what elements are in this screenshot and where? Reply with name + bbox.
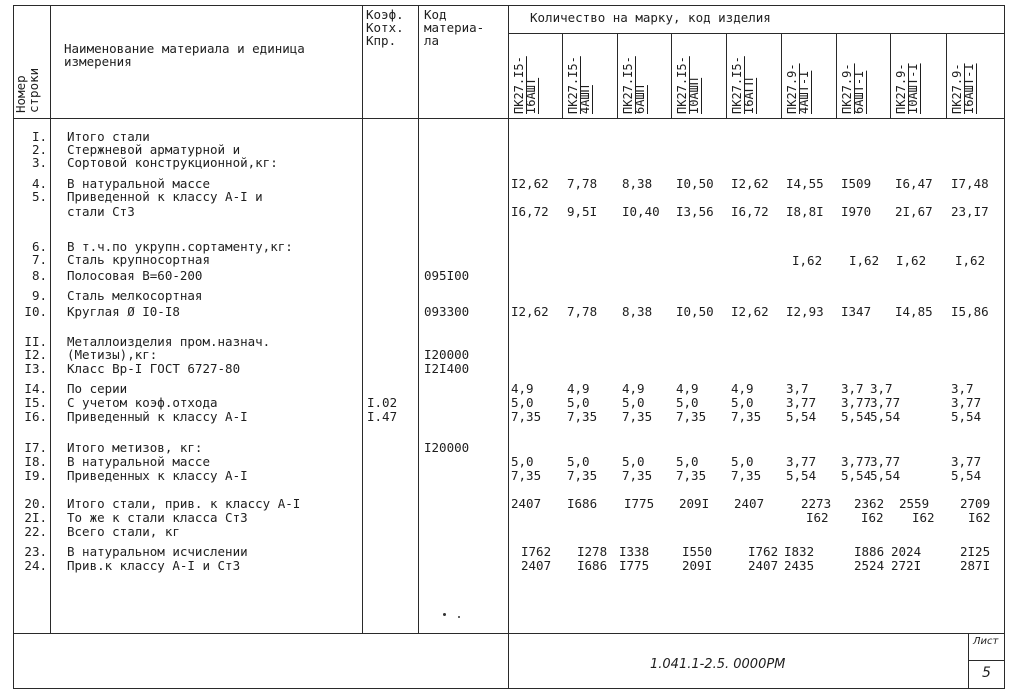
col-line-coef <box>418 5 419 633</box>
row-text: С учетом коэф.отхода <box>67 395 218 410</box>
row-text: Сталь мелкосортная <box>67 288 203 303</box>
row-text: Круглая Ø I0-I8 <box>67 304 180 319</box>
value-cell: 3,7 <box>841 381 864 396</box>
value-cell: 209I <box>679 496 710 511</box>
value-cell: 3,77 <box>870 454 901 469</box>
coef-value: I.47 <box>367 409 398 424</box>
value-cell: 3,77 <box>786 395 817 410</box>
value-cell: 2407 <box>734 496 765 511</box>
value-cell: I,62 <box>849 253 880 268</box>
value-cell: I7,48 <box>951 176 989 191</box>
value-cell: I4,55 <box>786 176 824 191</box>
value-cell: 7,35 <box>676 468 707 483</box>
value-cell: I62 <box>806 510 829 525</box>
material-code: 093300 <box>424 304 470 319</box>
product-header-9: ПК27.9-I6АШТ-I <box>950 63 976 114</box>
value-cell: 2362 <box>854 496 885 511</box>
row-text: (Метизы),кг: <box>67 347 158 362</box>
value-cell: 7,35 <box>676 409 707 424</box>
row-number: 24. <box>24 558 47 573</box>
value-cell: 2I25 <box>960 544 991 559</box>
value-cell: 5,0 <box>622 395 645 410</box>
value-cell: 5,54 <box>870 409 901 424</box>
value-cell: I3,56 <box>676 204 714 219</box>
row-text: Класс Вр-I ГОСТ 6727-80 <box>67 361 241 376</box>
qty-header-line <box>508 33 1005 34</box>
row-number: 2I. <box>24 510 47 525</box>
material-code: 095I00 <box>424 268 470 283</box>
frame-bottom <box>13 688 1005 689</box>
value-cell: 3,77 <box>951 454 982 469</box>
header-code: Код материа-ла <box>424 7 485 48</box>
row-number: I6. <box>24 409 47 424</box>
value-cell: I62 <box>968 510 991 525</box>
value-cell: I0,50 <box>676 176 714 191</box>
row-number: 8. <box>31 268 47 283</box>
value-cell: 5,54 <box>951 468 982 483</box>
col-line-code <box>508 5 509 688</box>
value-cell: 2273 <box>801 496 832 511</box>
value-cell: 7,35 <box>511 409 542 424</box>
value-cell: 9,5I <box>567 204 598 219</box>
scan-dot <box>443 613 446 616</box>
product-header-1: ПК27.I5-I6АШТ <box>512 56 538 114</box>
row-text: Сортовой конструкционной,кг: <box>67 155 278 170</box>
header-row-number: Номер строки <box>13 67 41 113</box>
row-text: То же к стали класса Ст3 <box>67 510 248 525</box>
value-cell: 8,38 <box>622 304 653 319</box>
sheet-number: 5 <box>982 665 991 681</box>
value-cell: 3,77 <box>951 395 982 410</box>
value-cell: 5,0 <box>676 454 699 469</box>
value-cell: 287I <box>960 558 991 573</box>
value-cell: 4,9 <box>567 381 590 396</box>
value-cell: 7,35 <box>511 468 542 483</box>
row-number: I0. <box>24 304 47 319</box>
row-number: I4. <box>24 381 47 396</box>
row-text: Итого стали, прив. к классу А-I <box>67 496 301 511</box>
col-line-num <box>50 5 51 633</box>
row-number: I3. <box>24 361 47 376</box>
product-header-5: ПК27.I5-I6АГП <box>730 56 756 114</box>
value-cell: 7,78 <box>567 304 598 319</box>
value-cell: 5,0 <box>567 454 590 469</box>
col-line-name <box>362 5 363 633</box>
table-bottom-line <box>13 633 1005 634</box>
value-cell: I2,93 <box>786 304 824 319</box>
value-cell: I278 <box>577 544 608 559</box>
document-code: 1.041.1-2.5. 0000РМ <box>650 657 786 672</box>
value-cell: I775 <box>619 558 650 573</box>
coef-value: I.02 <box>367 395 398 410</box>
value-cell: 4,9 <box>676 381 699 396</box>
row-number: 5. <box>31 189 47 204</box>
value-cell: I,62 <box>955 253 986 268</box>
col-line-p6 <box>836 33 837 119</box>
row-text: В натуральной массе <box>67 454 210 469</box>
value-cell: 3,7 <box>870 381 893 396</box>
value-cell: I832 <box>784 544 815 559</box>
header-bottom-line <box>13 118 1005 119</box>
frame-top <box>13 5 1005 6</box>
value-cell: 2524 <box>854 558 885 573</box>
value-cell: 2559 <box>899 496 930 511</box>
row-text: Стержневой арматурной и <box>67 142 241 157</box>
value-cell: I5,86 <box>951 304 989 319</box>
col-line-p5 <box>781 33 782 119</box>
value-cell: 5,0 <box>731 454 754 469</box>
value-cell: 23,I7 <box>951 204 989 219</box>
value-cell: I970 <box>841 204 872 219</box>
value-cell: I686 <box>567 496 598 511</box>
value-cell: 5,54 <box>841 468 872 483</box>
value-cell: 7,35 <box>567 409 598 424</box>
row-number: 7. <box>31 252 47 267</box>
value-cell: 5,54 <box>786 468 817 483</box>
col-line-p4 <box>726 33 727 119</box>
row-text: Полосовая В=60-200 <box>67 268 203 283</box>
value-cell: 3,7 <box>786 381 809 396</box>
product-header-7: ПК27.9-6АШТ-I <box>840 63 866 114</box>
header-name: Наименование материала и единица измерения <box>64 41 305 69</box>
value-cell: I0,40 <box>622 204 660 219</box>
row-number: 2. <box>31 142 47 157</box>
value-cell: I,62 <box>792 253 823 268</box>
value-cell: 2407 <box>521 558 552 573</box>
value-cell: I0,50 <box>676 304 714 319</box>
row-text: В т.ч.по укрупн.сортаменту,кг: <box>67 239 293 254</box>
value-cell: 3,77 <box>786 454 817 469</box>
value-cell: 209I <box>682 558 713 573</box>
row-text: В натуральной массе <box>67 176 210 191</box>
value-cell: I338 <box>619 544 650 559</box>
header-coef: Коэф. Котх. Кпр. <box>366 7 404 48</box>
product-header-4: ПК27.I5-I0АШП <box>675 56 701 114</box>
value-cell: I762 <box>748 544 779 559</box>
value-cell: 3,7 <box>951 381 974 396</box>
row-text: Прив.к классу А-I и Ст3 <box>67 558 241 573</box>
row-text: По серии <box>67 381 128 396</box>
material-code: I20000 <box>424 440 470 455</box>
value-cell: I6,72 <box>731 204 769 219</box>
row-text: Всего стали, кг <box>67 524 180 539</box>
row-text: Приведенный к классу А-I <box>67 409 248 424</box>
value-cell: 2709 <box>960 496 991 511</box>
value-cell: I886 <box>854 544 885 559</box>
value-cell: 4,9 <box>511 381 534 396</box>
frame-right <box>1004 5 1005 688</box>
value-cell: I2,62 <box>731 176 769 191</box>
value-cell: 5,54 <box>870 468 901 483</box>
value-cell: I2,62 <box>511 304 549 319</box>
value-cell: 3,77 <box>841 395 872 410</box>
col-line-p3 <box>671 33 672 119</box>
sheet-label: Лист <box>973 636 999 647</box>
product-header-3: ПК27.I5-6АШП <box>621 56 647 114</box>
stamp-mid-line <box>968 660 1005 661</box>
value-cell: 272I <box>891 558 922 573</box>
row-number: 4. <box>31 176 47 191</box>
value-cell: I6,47 <box>895 176 933 191</box>
value-cell: 8,38 <box>622 176 653 191</box>
value-cell: I775 <box>624 496 655 511</box>
col-line-p8 <box>946 33 947 119</box>
value-cell: 5,0 <box>567 395 590 410</box>
value-cell: 5,0 <box>731 395 754 410</box>
value-cell: 5,0 <box>676 395 699 410</box>
row-number: 3. <box>31 155 47 170</box>
value-cell: I347 <box>841 304 872 319</box>
row-text: Приведенных к классу А-I <box>67 468 248 483</box>
row-text: стали Ст3 <box>67 204 135 219</box>
value-cell: 7,35 <box>731 468 762 483</box>
value-cell: I4,85 <box>895 304 933 319</box>
row-number: I8. <box>24 454 47 469</box>
value-cell: 5,54 <box>841 409 872 424</box>
row-number: I2. <box>24 347 47 362</box>
value-cell: 5,54 <box>786 409 817 424</box>
value-cell: 7,35 <box>567 468 598 483</box>
value-cell: 5,0 <box>511 454 534 469</box>
product-header-6: ПК27.9-4АШТ-I <box>785 63 811 114</box>
row-number: I7. <box>24 440 47 455</box>
value-cell: I62 <box>861 510 884 525</box>
product-header-8: ПК27.9-I0АШТ-I <box>894 63 920 114</box>
row-number: 22. <box>24 524 47 539</box>
value-cell: 5,54 <box>951 409 982 424</box>
row-text: В натуральном исчислении <box>67 544 248 559</box>
product-header-2: ПК27.I5-4АШП <box>566 56 592 114</box>
value-cell: I762 <box>521 544 552 559</box>
col-line-p1 <box>562 33 563 119</box>
value-cell: I2,62 <box>731 304 769 319</box>
value-cell: I6,72 <box>511 204 549 219</box>
value-cell: 2I,67 <box>895 204 933 219</box>
value-cell: I2,62 <box>511 176 549 191</box>
row-text: Приведенной к классу А-I и <box>67 189 263 204</box>
value-cell: 2435 <box>784 558 815 573</box>
value-cell: 7,35 <box>622 468 653 483</box>
material-code: I2I400 <box>424 361 470 376</box>
row-text: Итого стали <box>67 129 150 144</box>
header-qty: Количество на марку, код изделия <box>530 10 771 25</box>
value-cell: 2024 <box>891 544 922 559</box>
row-number: 23. <box>24 544 47 559</box>
value-cell: 2407 <box>748 558 779 573</box>
row-number: 6. <box>31 239 47 254</box>
row-number: 9. <box>31 288 47 303</box>
row-number: I9. <box>24 468 47 483</box>
value-cell: I62 <box>912 510 935 525</box>
value-cell: 7,35 <box>731 409 762 424</box>
col-line-p7 <box>890 33 891 119</box>
row-number: 20. <box>24 496 47 511</box>
value-cell: I686 <box>577 558 608 573</box>
row-number: I. <box>31 129 47 144</box>
row-number: I5. <box>24 395 47 410</box>
value-cell: 7,78 <box>567 176 598 191</box>
value-cell: 2407 <box>511 496 542 511</box>
value-cell: 5,0 <box>511 395 534 410</box>
row-text: Сталь крупносортная <box>67 252 210 267</box>
value-cell: 3,77 <box>870 395 901 410</box>
value-cell: 5,0 <box>622 454 645 469</box>
row-text: Итого метизов, кг: <box>67 440 203 455</box>
value-cell: I,62 <box>896 253 927 268</box>
value-cell: I550 <box>682 544 713 559</box>
value-cell: 4,9 <box>622 381 645 396</box>
row-number: II. <box>24 334 47 349</box>
scan-dot <box>458 616 460 618</box>
value-cell: 3,77 <box>841 454 872 469</box>
row-text: Металлоизделия пром.назнач. <box>67 334 271 349</box>
value-cell: 7,35 <box>622 409 653 424</box>
col-line-p2 <box>617 33 618 119</box>
value-cell: 4,9 <box>731 381 754 396</box>
value-cell: I509 <box>841 176 872 191</box>
material-code: I20000 <box>424 347 470 362</box>
value-cell: I8,8I <box>786 204 824 219</box>
stamp-sheet-line <box>968 633 969 688</box>
